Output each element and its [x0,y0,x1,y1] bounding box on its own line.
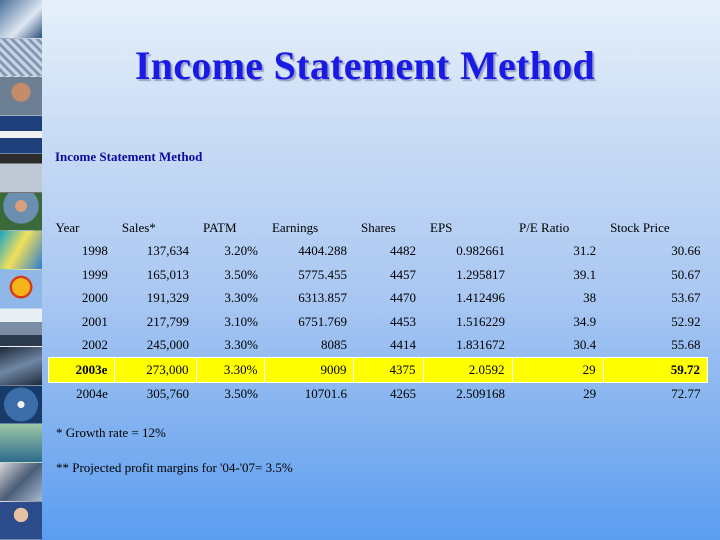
pe-ratio-cell: 30.4 [573,337,597,353]
slide-subtitle: Income Statement Method [55,149,203,164]
shares-cell: 4265 [390,386,416,402]
eps-cell: 1.295817 [456,266,505,282]
year-cell: 2002 [81,337,108,353]
sams-club-sign-photo [0,116,42,155]
earnings-cell: 10701.6 [304,386,347,402]
table-row [49,310,708,334]
store-sign-photo [0,154,42,193]
profit-margin-note: ** Projected profit margins for '04-'07= 3.5% [56,460,293,475]
patm-cell: 3.50% [224,386,258,402]
sales-cell: 217,799 [146,313,190,329]
shares-cell: 4453 [390,313,416,329]
year-cell: 1999 [81,266,108,282]
growth-rate-note: * Growth rate = 12% [56,425,166,440]
table-row [49,240,708,264]
stock-price-cell: 53.67 [671,290,701,306]
shares-cell: 4482 [390,243,416,259]
hot-air-balloon-photo [0,270,42,309]
store-photo [0,0,42,39]
slide-title: Income Statement Method [134,43,596,88]
patm-cell: 3.50% [224,266,258,282]
crowd-photo [0,347,42,386]
eps-cell: 2.509168 [456,386,505,402]
earnings-cell: 9009 [265,358,354,383]
sales-cell: 191,329 [146,290,190,306]
shares-cell: 4470 [390,290,416,306]
stock-price-cell: 50.67 [671,266,701,282]
eps-cell: 1.516229 [456,313,505,329]
column-header: Stock Price [610,219,670,235]
photo-strip [0,0,42,540]
stock-price-cell: 55.68 [671,337,701,353]
person-photo [0,77,42,116]
patm-cell: 3.30% [224,290,258,306]
column-header: EPS [430,219,453,235]
eps-cell: 1.412496 [456,290,505,306]
stock-price-cell: 30.66 [671,243,701,259]
patm-cell: 3.30% [196,358,265,383]
column-header: Sales* [121,219,156,235]
shares-cell: 4414 [390,337,416,353]
shares-cell: 4375 [354,358,423,383]
skydiver-photo [0,386,42,425]
pe-ratio-cell: 38 [583,290,597,306]
column-header: Earnings [271,219,319,235]
pe-ratio-cell: 39.1 [573,266,597,282]
storefront-photo [0,309,42,348]
pe-ratio-cell: 29 [583,386,597,402]
column-header: P/E Ratio [519,219,570,235]
table-row [49,263,708,287]
man-portrait-photo [0,193,42,232]
column-header: Shares [360,219,396,235]
stock-price-cell: 52.92 [671,313,701,329]
display-photo [0,231,42,270]
sales-cell: 165,013 [146,266,190,282]
earnings-cell: 8085 [320,337,347,353]
patm-cell: 3.30% [224,337,258,353]
column-header: Year [55,219,80,235]
table-header-row [49,216,708,240]
year-cell: 2003e [49,358,115,383]
earnings-cell: 4404.288 [298,243,347,259]
truck-photo [0,463,42,502]
stock-price-cell: 72.77 [671,386,701,402]
patm-cell: 3.20% [224,243,258,259]
year-cell: 2000 [81,290,108,306]
year-cell: 2004e [76,386,108,402]
eps-cell: 0.982661 [456,243,505,259]
eps-cell: 2.0592 [423,358,512,383]
highlighted-table-row [49,358,708,383]
table-row [49,287,708,311]
greeter-photo [0,502,42,540]
sales-cell: 137,634 [146,243,190,259]
stock-price-cell: 59.72 [603,358,707,383]
earnings-cell: 5775.455 [298,266,347,282]
earnings-cell: 6751.769 [298,313,347,329]
shopping-cart-photo [0,39,42,78]
earnings-cell: 6313.857 [298,290,347,306]
shares-cell: 4457 [390,266,416,282]
pe-ratio-cell: 29 [512,358,603,383]
income-statement-table [48,216,708,406]
pe-ratio-cell: 31.2 [573,243,597,259]
table-row [49,382,708,406]
sales-cell: 245,000 [146,337,190,353]
warehouse-photo [0,424,42,463]
eps-cell: 1.831672 [456,337,505,353]
year-cell: 2001 [81,313,108,329]
sales-cell: 273,000 [115,358,196,383]
pe-ratio-cell: 34.9 [573,313,597,329]
sales-cell: 305,760 [146,386,190,402]
year-cell: 1998 [81,243,108,259]
table-row [49,334,708,358]
column-header: PATM [203,219,237,235]
patm-cell: 3.10% [224,313,258,329]
